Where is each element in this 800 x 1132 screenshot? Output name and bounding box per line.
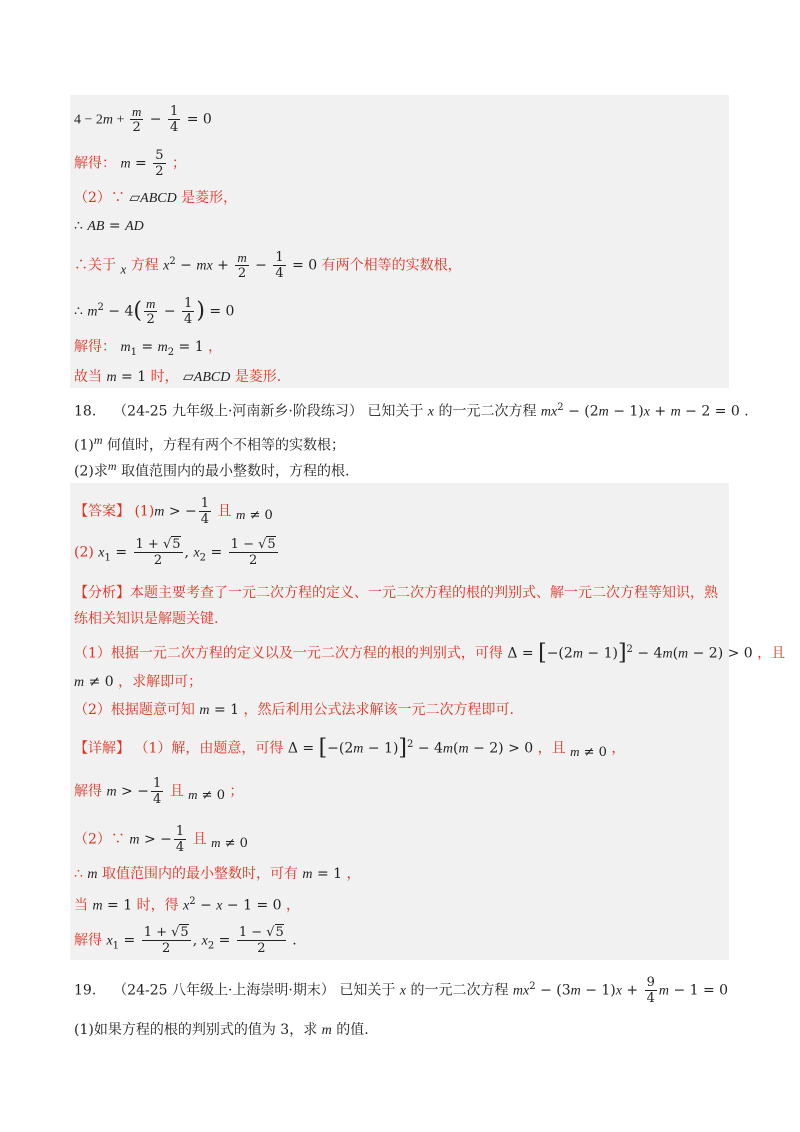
analysis-part1: （1）根据一元二次方程的定义以及一元二次方程的根的判别式，可得 $\Delta = [-(2m - 1)]^2 - 4m(m - 2) > 0$ ，且 [74,640,786,666]
detail-line-4: ∴ m 取值范围内的最小整数时，可有 m = 1 ， [74,866,361,882]
question-source: （24-25 八年级上·上海崇明·期末） [113,982,335,999]
detail-line-3: （2）∵ m > − $\frac{1}{4}$ 且 $_{m \ne 0}$ [74,824,248,855]
solve-line: 解得： m = $\frac{5}{2}$ ； [74,148,186,179]
detail-line-6: 解得 $x_1$ = $\frac{1 + √5}{2}$ , $x_2$ = $\frac{1 - √5}{2}$ . [74,925,297,956]
analysis-part2: （2）根据题意可知 m = 1 ，然后利用公式法求解该一元二次方程即可. [74,702,514,718]
part2-rhombus-line: （2）∵ ▱ABCD 是菱形， [74,190,238,206]
double-root-line: 解得： $m_1 = m_2 = 1$ ， [74,339,223,358]
question-18-stem: 18. （24-25 九年级上·河南新乡·阶段练习） 已知关于 x 的一元二次方程 $mx^2 - (2m - 1)x + m - 2 = 0$ . [74,402,749,420]
question-19-stem: 19. （24-25 八年级上·上海崇明·期末） 已知关于 x 的一元二次方程 $mx^2 - (3m - 1)x$ + $\frac{9}{4}$ m − 1 = 0 [74,975,729,1006]
discriminant-zero-line: ∴ $m^2 - 4$( $\frac{m}{2}$ − $\frac{1}{4}$ ) = 0 [74,296,235,327]
equal-roots-line: ∴关于 $_x$ 方程 $x^2$ − mx + $\frac{m}{2}$ − $\frac{1}{4}$ = 0 有两个相等的实数根， [74,250,462,281]
answer-tag: 【答案】 [74,503,130,520]
detail-tag: 【详解】 [74,740,130,757]
answer-line-1: 【答案】 (1)m > − $\frac{1}{4}$ 且 $_{m \ne 0}$ [74,496,273,527]
analysis-line-2: 练相关知识是解题关键. [74,611,219,627]
analysis-line-1: 【分析】本题主要考查了一元二次方程的定义、一元二次方程的根的判别式、解一元二次方程等知识，熟 [74,585,718,601]
question-number: 19. [74,982,97,999]
detail-line-1: 【详解】 （1）解，由题意，可得 $\Delta = [-(2m - 1)]^2 - 4m(m - 2) > 0$ ，且 $_{m \ne 0}$ ， [74,735,626,761]
equation-line: 4 − 2m + $\frac{m}{2}$ − $\frac{1}{4}$ = 0 [74,104,212,135]
ab-equals-ad-line: ∴ AB = AD [74,218,144,234]
question-source: （24-25 九年级上·河南新乡·阶段练习） [113,403,363,420]
question-18-part1: $(1)^m$ 何值时，方程有两个不相等的实数根； [74,433,345,454]
analysis-part1-cont: m ≠ 0 ，求解即可； [74,674,203,690]
conclusion-line: 故当 m = 1 时， ▱ABCD 是菱形. [74,369,282,385]
detail-line-2: 解得 m > − $\frac{1}{4}$ 且 $_{m \ne 0}$ ； [74,776,244,807]
detail-line-5: 当 m = 1 时，得 $x^2 - x - 1 = 0$ ， [74,896,301,914]
question-19-part1: (1)如果方程的根的判别式的值为 3，求 m 的值. [74,1022,369,1038]
analysis-tag: 【分析】 [74,585,130,601]
question-number: 18. [74,403,97,420]
answer-line-2: (2) $x_1$ = $\frac{1 + √5}{2}$ , $x_2$ = $\frac{1 - √5}{2}$ [74,537,276,568]
question-18-part2: (2)求$^m$ 取值范围内的最小整数时，方程的根. [74,459,350,480]
solve-label: 解得： [74,155,116,172]
